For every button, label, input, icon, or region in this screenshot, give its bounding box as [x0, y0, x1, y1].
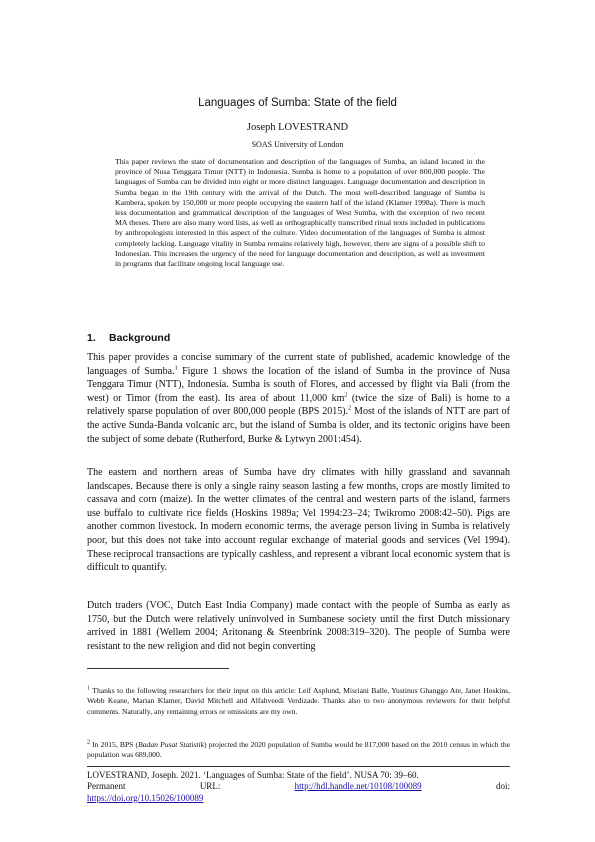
doi-label: doi:: [495, 781, 510, 792]
footnote-text: Thanks to the following researchers for their input on this article: Leif Asplund, Misriani Balle, Yustinus Ghanggo Ate, Janet Hoskins, Webb Keane, Marian Klamer, David Mitchell and Alfahveedi Verdizade. Thanks also to two anonymous reviewers for their helpful comments. Naturally, any remaining errors or omissions are my own.: [87, 686, 510, 716]
permanent-label: Permanent: [87, 781, 126, 792]
abstract: This paper reviews the state of documentation and description of the languages of Sumba, an island located in the province of Nusa Tenggara Timur (NTT) in Indonesia. Sumba is home to a population of over 800,000 people. The languages of Sumba can be divided into eight or more distinct languages. Language documentation and description in Sumba began in the 19th century with the arrival of the Dutch. The most well-described language of Sumba is Kambera, spoken by 150,000 or more people occupying the eastern half of the island (Klamer 1998a). There is much less documentation and grammatical description of the languages of West Sumba, with the exception of two recent MA theses. There are also many word lists, as well as orthographically transcribed ritual texts included in publications by anthropologists interested in this aspect of the culture. Video documentation of the languages of Sumba is almost completely lacking. Language vitality in Sumba remains relatively high, however, there are signs of a possible shift to Indonesian. This increases the urgency of the need for language documentation and description, as well as investment in programs that facilitate ongoing local language use.: [115, 157, 485, 269]
citation-line: LOVESTRAND, Joseph. 2021. ‘Languages of Sumba: State of the field’. NUSA 70: 39–60.: [87, 770, 419, 780]
doi-link[interactable]: https://doi.org/10.15026/100089: [87, 792, 204, 803]
footnote-ref[interactable]: 1: [174, 365, 178, 372]
handle-link[interactable]: http://hdl.handle.net/10108/100089: [294, 781, 422, 792]
url-label: URL:: [199, 781, 221, 792]
footnote-divider: [87, 668, 229, 669]
body-paragraph: Dutch traders (VOC, Dutch East India Company) made contact with the people of Sumba as early as 1750, but the Dutch were relatively uninvolved in Sumbanese society until the first Dutch missionary arrived in 1881 (Wellem 2004; Aritonang & Steenbrink 2008:319–320). The people of Sumba were resistant to the new religion and did not begin converting: [87, 600, 510, 652]
section-title: Background: [109, 332, 171, 344]
footnote: [87, 686, 510, 717]
author-last-name: LOVESTRAND: [278, 122, 349, 133]
citation-block: [87, 770, 510, 804]
author-affiliation: SOAS University of London: [251, 140, 344, 149]
citation-url-row: [87, 781, 510, 792]
paragraph-text: Figure 1 shows the location of the island of Sumba in the province of Nusa Tenggara Timur (NTT), Indonesia. Sumba is south of Flores, and accessed by flight via Bali (from the west) or Timor (from the east). Its area of about 11,000 km: [87, 365, 510, 404]
footnote-ref[interactable]: 2: [348, 406, 352, 413]
footnote: [87, 740, 510, 761]
footnote-emphasis: Badan Pusat Statistik: [138, 740, 205, 749]
footnote-mark: 1: [87, 685, 90, 692]
footnote-mark: 2: [87, 739, 90, 746]
paper-title: Languages of Sumba: State of the field: [198, 97, 397, 109]
citation-divider: [87, 766, 510, 767]
paragraph-text: Most of the islands of NTT are part of the active Sunda-Banda volcanic arc, but the island of Sumba is older, and its tectonic origins have been the subject of some debate (Rutherford, Burke & Lytwyn 2001:454).: [87, 406, 510, 445]
paragraph-text: This paper provides a concise summary of the current state of published, academic knowledge of the languages of Sumba.: [87, 352, 510, 377]
author-first-name: Joseph: [246, 122, 276, 133]
body-paragraph: The eastern and northern areas of Sumba have dry climates with hilly grassland and savannah landscapes. Because there is only a single rainy season lasting a few months, crops are mostly limited to cassava and corn (maize). In the wetter climates of the central and western parts of the island, farmers use buffalo to cultivate rice fields (Hoskins 1989a; Vel 1994:23–24; Twikromo 2008:42–50). Pigs are another common livestock. In modern economic terms, the average person living in Sumba is relatively poor, but this does not take into account regular exchange of material goods and services (Vel 1994). These reciprocal transactions are typically cashless, and represent a vibrant local economic system that is difficult to quantify.: [87, 467, 510, 574]
body-paragraph: [87, 351, 510, 446]
footnote-text: In 2015, BPS (: [90, 740, 139, 749]
citation-doi-row: [87, 793, 510, 804]
section-heading: [87, 332, 170, 344]
author-name: [0, 122, 595, 133]
footnote-text: ) projected the 2020 population of Sumba would be 817,000 based on the 2010 census in which the population was 689,000.: [87, 740, 511, 760]
superscript: 2: [344, 392, 348, 399]
section-number: 1.: [87, 332, 96, 344]
paragraph-text: (twice the size of Bali) is home to a relatively sparse population of over 800,000 people (BPS 2015).: [87, 392, 510, 418]
